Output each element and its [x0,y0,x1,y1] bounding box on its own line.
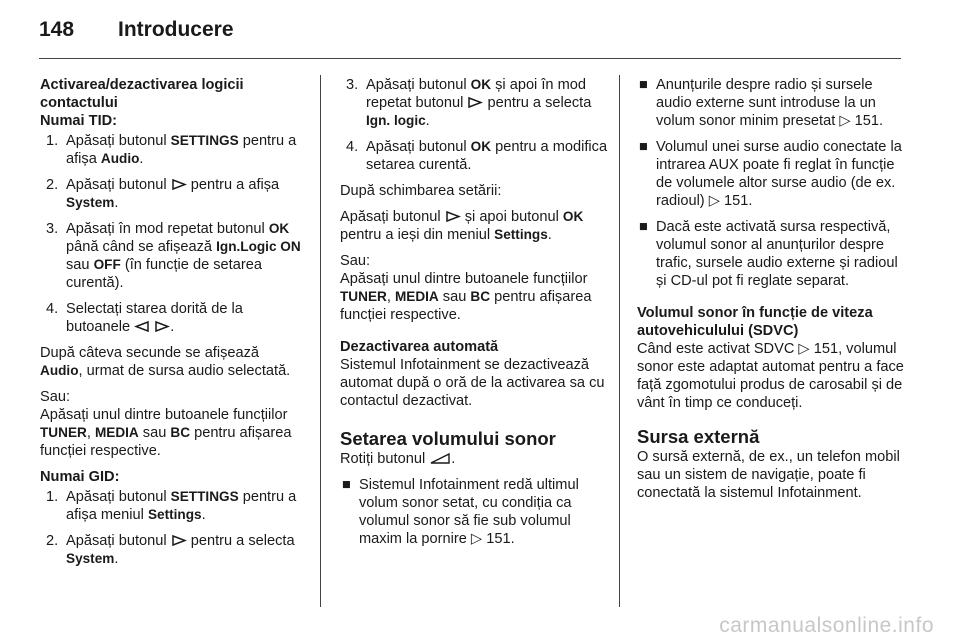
column-3 [637,76,905,510]
list-item: 3. Apăsați butonul OK și apoi în mod repetat butonul pentru a selecta Ign. logic. [346,77,592,129]
list-item: ■ Volumul unei surse audio conectate la intrarea AUX poate fi reglat în funcție de volumele altor surse audio (de ex. radioul) ▷ 151. [639,139,902,209]
arrow-right-icon [171,178,187,191]
list-item: 4. Apăsați butonul OK pentru a modifica setarea curentă. [346,139,608,173]
watermark: carmanualsonline.info [719,614,934,637]
arrow-right-icon [445,210,461,223]
section-title-external-source: Sursa externă [637,426,760,447]
column-1 [40,76,304,576]
arrow-right-icon [171,534,187,547]
paragraph: După câteva secunde se afișează Audio, urmat de sursa audio selectată. [40,345,291,379]
paragraph: Sau: [340,253,371,269]
paragraph: Când este activat SDVC ▷ 151, volumul sonor este adaptat automat pentru a face față zgomotului produs de carosabil și de vânt în timp ce conduceți. [637,341,904,411]
paragraph: Apăsați unul dintre butoanele funcțiilor TUNER, MEDIA sau BC pentru afișarea funcției respective. [340,271,592,323]
paragraph: Apăsați unul dintre butoanele funcțiilor TUNER, MEDIA sau BC pentru afișarea funcției respective. [40,407,292,459]
list-item: ■ Sistemul Infotainment redă ultimul volum sonor setat, cu condiția ca volumul sonor să fie sub volumul maxim la pornire ▷ 151. [342,477,579,547]
list-item: 2. Apăsați butonul pentru a afișa System. [46,177,280,211]
paragraph: O sursă externă, de ex., un telefon mobil sau un sistem de navigație, poate fi conectată la sistemul Infotainment. [637,449,900,501]
column-divider-1 [320,75,321,607]
reference-arrow-icon: ▷ [798,341,810,357]
list-item: 3. Apăsați în mod repetat butonul OK până când se afișează Ign.Logic ON sau OFF (în funcție de setarea curentă). [46,221,301,291]
paragraph: Rotiți butonul . [340,451,456,467]
page-title: Introducere [118,18,234,41]
paragraph: Sistemul Infotainment se dezactivează automat după o oră de la activarea sa cu contactul dezactivat. [340,357,605,409]
paragraph: Apăsați butonul și apoi butonul OK pentru a ieși din meniul Settings. [340,209,584,243]
reference-arrow-icon: ▷ [708,193,720,209]
volume-knob-icon [429,452,451,465]
page-number: 148 [39,18,75,41]
reference-arrow-icon: ▷ [839,113,851,129]
list-item: 2. Apăsați butonul pentru a selecta System. [46,533,295,567]
list-item: 4. Selectați starea dorită de la butoanele . [46,301,243,335]
list-item: ■ Dacă este activată sursa respectivă, volumul sonor al anunțurilor despre trafic, sursele audio externe și radioul și CD-ul pot fi reglate separat. [639,219,898,289]
header-rule [39,58,901,59]
list-item: 1. Apăsați butonul SETTINGS pentru a afișa Audio. [46,133,297,167]
column-divider-2 [619,75,620,607]
section-title-auto-off: Dezactivarea automată [340,339,499,355]
paragraph: Sau: [40,389,71,405]
list-item: ■ Anunțurile despre radio și sursele audio externe sunt introduse la un volum sonor minim presetat ▷ 151. [639,77,884,129]
list-item: 1. Apăsați butonul SETTINGS pentru a afișa meniul Settings. [46,489,297,523]
section-title-sdvc: Volumul sonor în funcție de viteza autovehiculului (SDVC) [637,305,873,339]
arrow-right-icon [467,96,483,109]
gid-label: Numai GID: [40,469,120,485]
arrow-left-icon [134,320,150,333]
reference-arrow-icon: ▷ [470,531,483,547]
column-2 [340,76,608,556]
arrow-right-icon [154,320,170,333]
section-title-ignition-logic: Activarea/dezactivarea logicii contactului [40,77,244,111]
paragraph: După schimbarea setării: [340,183,502,199]
section-title-volume: Setarea volumului sonor [340,428,556,449]
tid-label: Numai TID: [40,113,118,129]
